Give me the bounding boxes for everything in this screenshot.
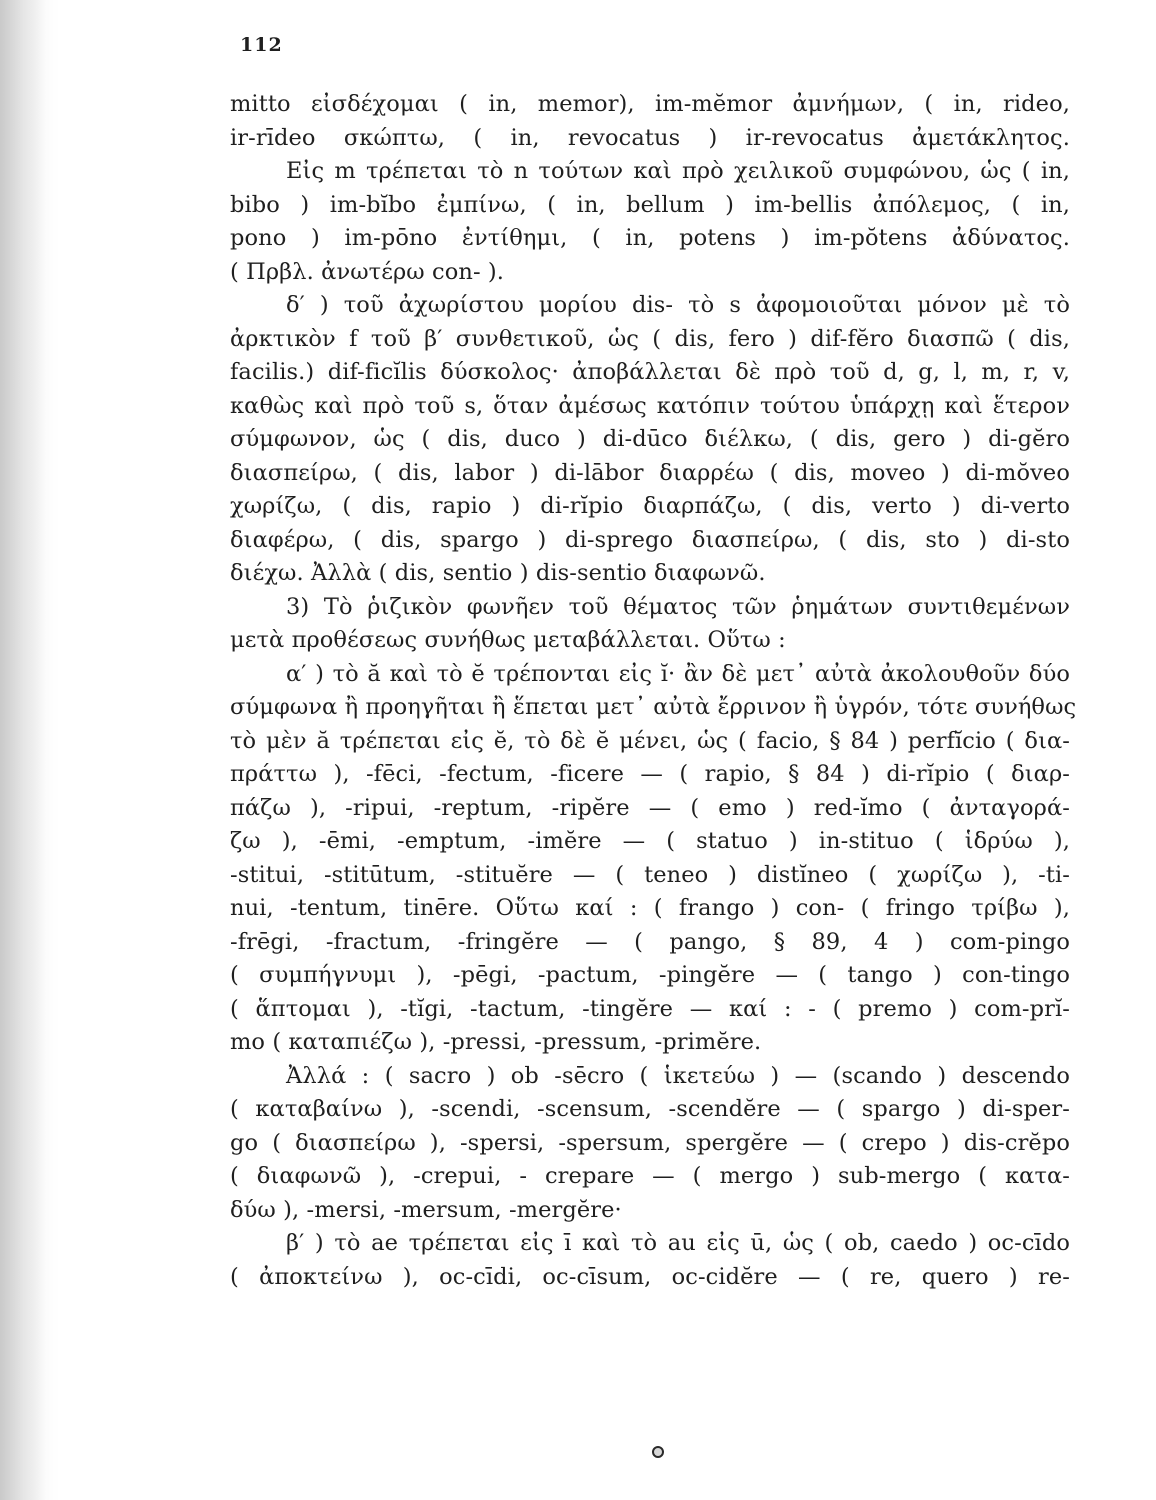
binding-shadow [0, 0, 46, 1500]
text-line: bibo ) im-bĭbo ἐμπίνω, ( in, bellum ) im-bellis ἀπόλεμος, ( in, [230, 191, 1070, 218]
text-line: ( ἀποκτείνω ), oc-cīdi, oc-cīsum, oc-cidĕre — ( re, quero ) re- [230, 1263, 1070, 1290]
text-line: διέχω. Ἀλλὰ ( dis, sentio ) dis-sentio διαφωνῶ. [230, 560, 766, 586]
text-line: α′ ) τὸ ă καὶ τὸ ĕ τρέπονται εἰς ĭ· ἂν δὲ μετ᾽ αὐτὰ ἀκολουθοῦν δύο [286, 660, 1070, 687]
page-number: 112 [240, 34, 283, 56]
text-line: pono ) im-pōno ἐντίθημι, ( in, potens ) im-pŏtens ἀδύνατος. [230, 225, 1070, 251]
text-line: facilis.) dif-ficĭlis δύσκολος· ἀποβάλλεται δὲ πρὸ τοῦ d, g, l, m, r, v, [230, 359, 1070, 385]
text-line: β′ ) τὸ ae τρέπεται εἰς ī καὶ τὸ au εἰς ū, ὡς ( ob, caedo ) oc-cīdo [286, 1230, 1070, 1256]
text-line: τὸ μὲν ă τρέπεται εἰς ĕ, τὸ δὲ ĕ μένει, ὡς ( facio, § 84 ) perfĭcio ( δια- [230, 727, 1070, 754]
text-line: Εἰς m τρέπεται τὸ n τούτων καὶ πρὸ χειλικοῦ συμφώνου, ὡς ( in, [286, 158, 1070, 184]
text-line: ( συμπήγνυμι ), -pēgi, -pactum, -pingĕre — ( tango ) con-tingo [230, 962, 1070, 988]
text-line: go ( διασπείρω ), -spersi, -spersum, spergĕre — ( crepo ) dis-crĕpo [230, 1129, 1070, 1156]
text-line: ἀρκτικὸν f τοῦ β′ συνθετικοῦ, ὡς ( dis, fero ) dif-fĕro διασπῶ ( dis, [230, 325, 1070, 352]
body-text [230, 88, 1077, 1294]
text-line: -stitui, -stitūtum, -stituĕre — ( teneo ) distĭneo ( χωρίζω ), -ti- [230, 861, 1070, 888]
text-line: πάζω ), -ripui, -reptum, -ripĕre — ( emo ) red-ĭmo ( ἀνταγορά- [230, 794, 1070, 821]
text-line: 3) Τὸ ῥιζικὸν φωνῆεν τοῦ θέματος τῶν ῥημάτων συντιθεμένων [286, 593, 1070, 620]
text-line: ( διαφωνῶ ), -crepui, - crepare — ( mergo ) sub-mergo ( κατα- [230, 1163, 1070, 1189]
text-line: mitto εἰσδέχομαι ( in, memor), im-mĕmor ἀμνήμων, ( in, rideo, [230, 91, 1070, 117]
text-line: πράττω ), -fēci, -fectum, -ficere — ( rapio, § 84 ) di-rĭpio ( διαρ- [230, 761, 1070, 787]
text-line: μετὰ προθέσεως συνήθως μεταβάλλεται. Οὕτω : [230, 627, 786, 653]
text-line: nui, -tentum, tinēre. Οὕτω καί : ( frango ) con- ( fringo τρίβω ), [230, 895, 1070, 921]
text-line: σύμφωνα ἢ προηγῆται ἢ ἕπεται μετ᾽ αὐτὰ ἔρρινον ἢ ὑγρόν, τότε συνήθως [230, 694, 1077, 720]
text-line: ( ἅπτομαι ), -tĭgi, -tactum, -tingĕre — καί : - ( premo ) com-prĭ- [230, 995, 1070, 1022]
text-line: ( Πρβλ. ἀνωτέρω con- ). [230, 258, 505, 285]
text-line: mo ( καταπιέζω ), -pressi, -pressum, -primĕre. [230, 1029, 762, 1055]
text-line: σύμφωνον, ὡς ( dis, duco ) di-dūco διέλκω, ( dis, gero ) di-gĕro [230, 426, 1070, 452]
text-line: ζω ), -ēmi, -emptum, -imĕre — ( statuo ) in-stituo ( ἱδρύω ), [230, 828, 1070, 854]
text-line: διαφέρω, ( dis, spargo ) di-sprego διασπείρω, ( dis, sto ) di-sto [230, 526, 1070, 553]
text-line: -frēgi, -fractum, -fringĕre — ( pango, § 89, 4 ) com-pingo [230, 928, 1070, 955]
text-line: διασπείρω, ( dis, labor ) di-lābor διαρρέω ( dis, moveo ) di-mŏveo [230, 459, 1070, 486]
text-line: χωρίζω, ( dis, rapio ) di-rĭpio διαρπάζω, ( dis, verto ) di-verto [230, 493, 1070, 519]
text-line: καθὼς καὶ πρὸ τοῦ s, ὅταν ἀμέσως κατόπιν τούτου ὑπάρχῃ καὶ ἕτερον [230, 392, 1070, 419]
ornament-dot [652, 1446, 664, 1458]
text-line: Ἀλλά : ( sacro ) ob -sēcro ( ἱκετεύω ) — (scando ) descendo [286, 1062, 1070, 1089]
text-line: δύω ), -mersi, -mersum, -mergĕre· [230, 1196, 622, 1223]
text-line: ir-rīdeo σκώπτω, ( in, revocatus ) ir-revocatus ἀμετάκλητος. [230, 124, 1070, 151]
text-line: ( καταβαίνω ), -scendi, -scensum, -scendĕre — ( spargo ) di-sper- [230, 1096, 1070, 1122]
text-line: δ′ ) τοῦ ἀχωρίστου μορίου dis- τὸ s ἀφομοιοῦται μόνον μὲ τὸ [286, 292, 1070, 318]
